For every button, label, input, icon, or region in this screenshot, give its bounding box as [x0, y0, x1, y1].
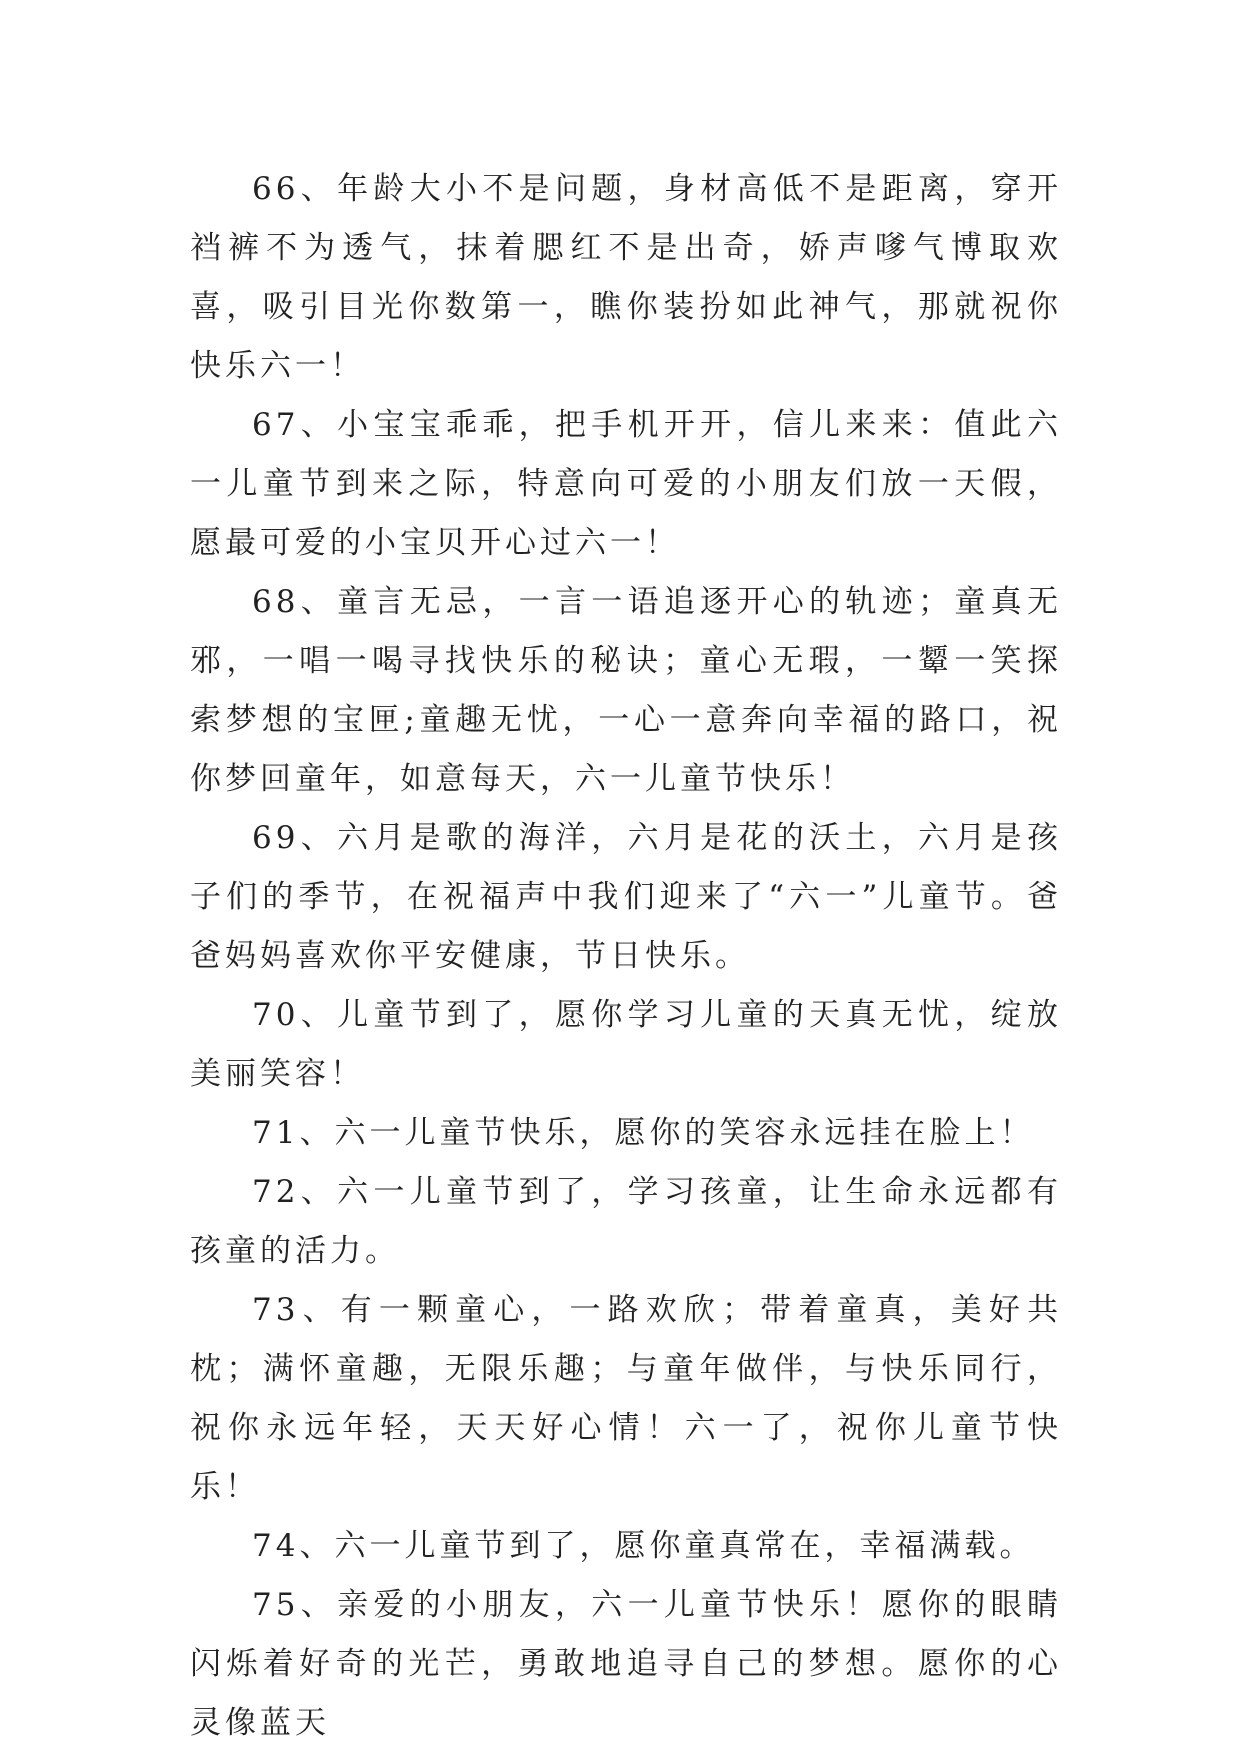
paragraph-73: 73、有一颗童心，一路欢欣；带着童真，美好共枕；满怀童趣，无限乐趣；与童年做伴，与快乐同行，祝你永远年轻，天天好心情！六一了，祝你儿童节快乐！	[190, 1292, 1062, 1505]
paragraph-70: 70、儿童节到了，愿你学习儿童的天真无忧，绽放美丽笑容！	[190, 997, 1062, 1092]
paragraph-74: 74、六一儿童节到了，愿你童真常在，幸福满载。	[252, 1528, 1035, 1564]
paragraph-75: 75、亲爱的小朋友，六一儿童节快乐！愿你的眼睛闪烁着好奇的光芒，勇敢地追寻自己的梦想。愿你的心灵像蓝天	[190, 1587, 1062, 1741]
paragraph-66: 66、年龄大小不是问题，身材高低不是距离，穿开裆裤不为透气，抹着腮红不是出奇，娇声嗲气博取欢喜，吸引目光你数第一，瞧你装扮如此神气，那就祝你快乐六一！	[190, 171, 1062, 384]
paragraph-69: 69、六月是歌的海洋，六月是花的沃土，六月是孩子们的季节，在祝福声中我们迎来了“六一”儿童节。爸爸妈妈喜欢你平安健康，节日快乐。	[190, 820, 1062, 974]
paragraph-67: 67、小宝宝乖乖，把手机开开，信儿来来：值此六一儿童节到来之际，特意向可爱的小朋友们放一天假，愿最可爱的小宝贝开心过六一！	[190, 407, 1062, 561]
paragraph-68: 68、童言无忌，一言一语追逐开心的轨迹；童真无邪，一唱一喝寻找快乐的秘诀；童心无瑕，一颦一笑探索梦想的宝匣;童趣无忧，一心一意奔向幸福的路口，祝你梦回童年，如意每天，六一儿童节快乐！	[190, 584, 1062, 797]
paragraph-72: 72、六一儿童节到了，学习孩童，让生命永远都有孩童的活力。	[190, 1174, 1062, 1269]
document-body	[190, 160, 1062, 1753]
paragraph-71: 71、六一儿童节快乐，愿你的笑容永远挂在脸上！	[252, 1115, 1035, 1151]
